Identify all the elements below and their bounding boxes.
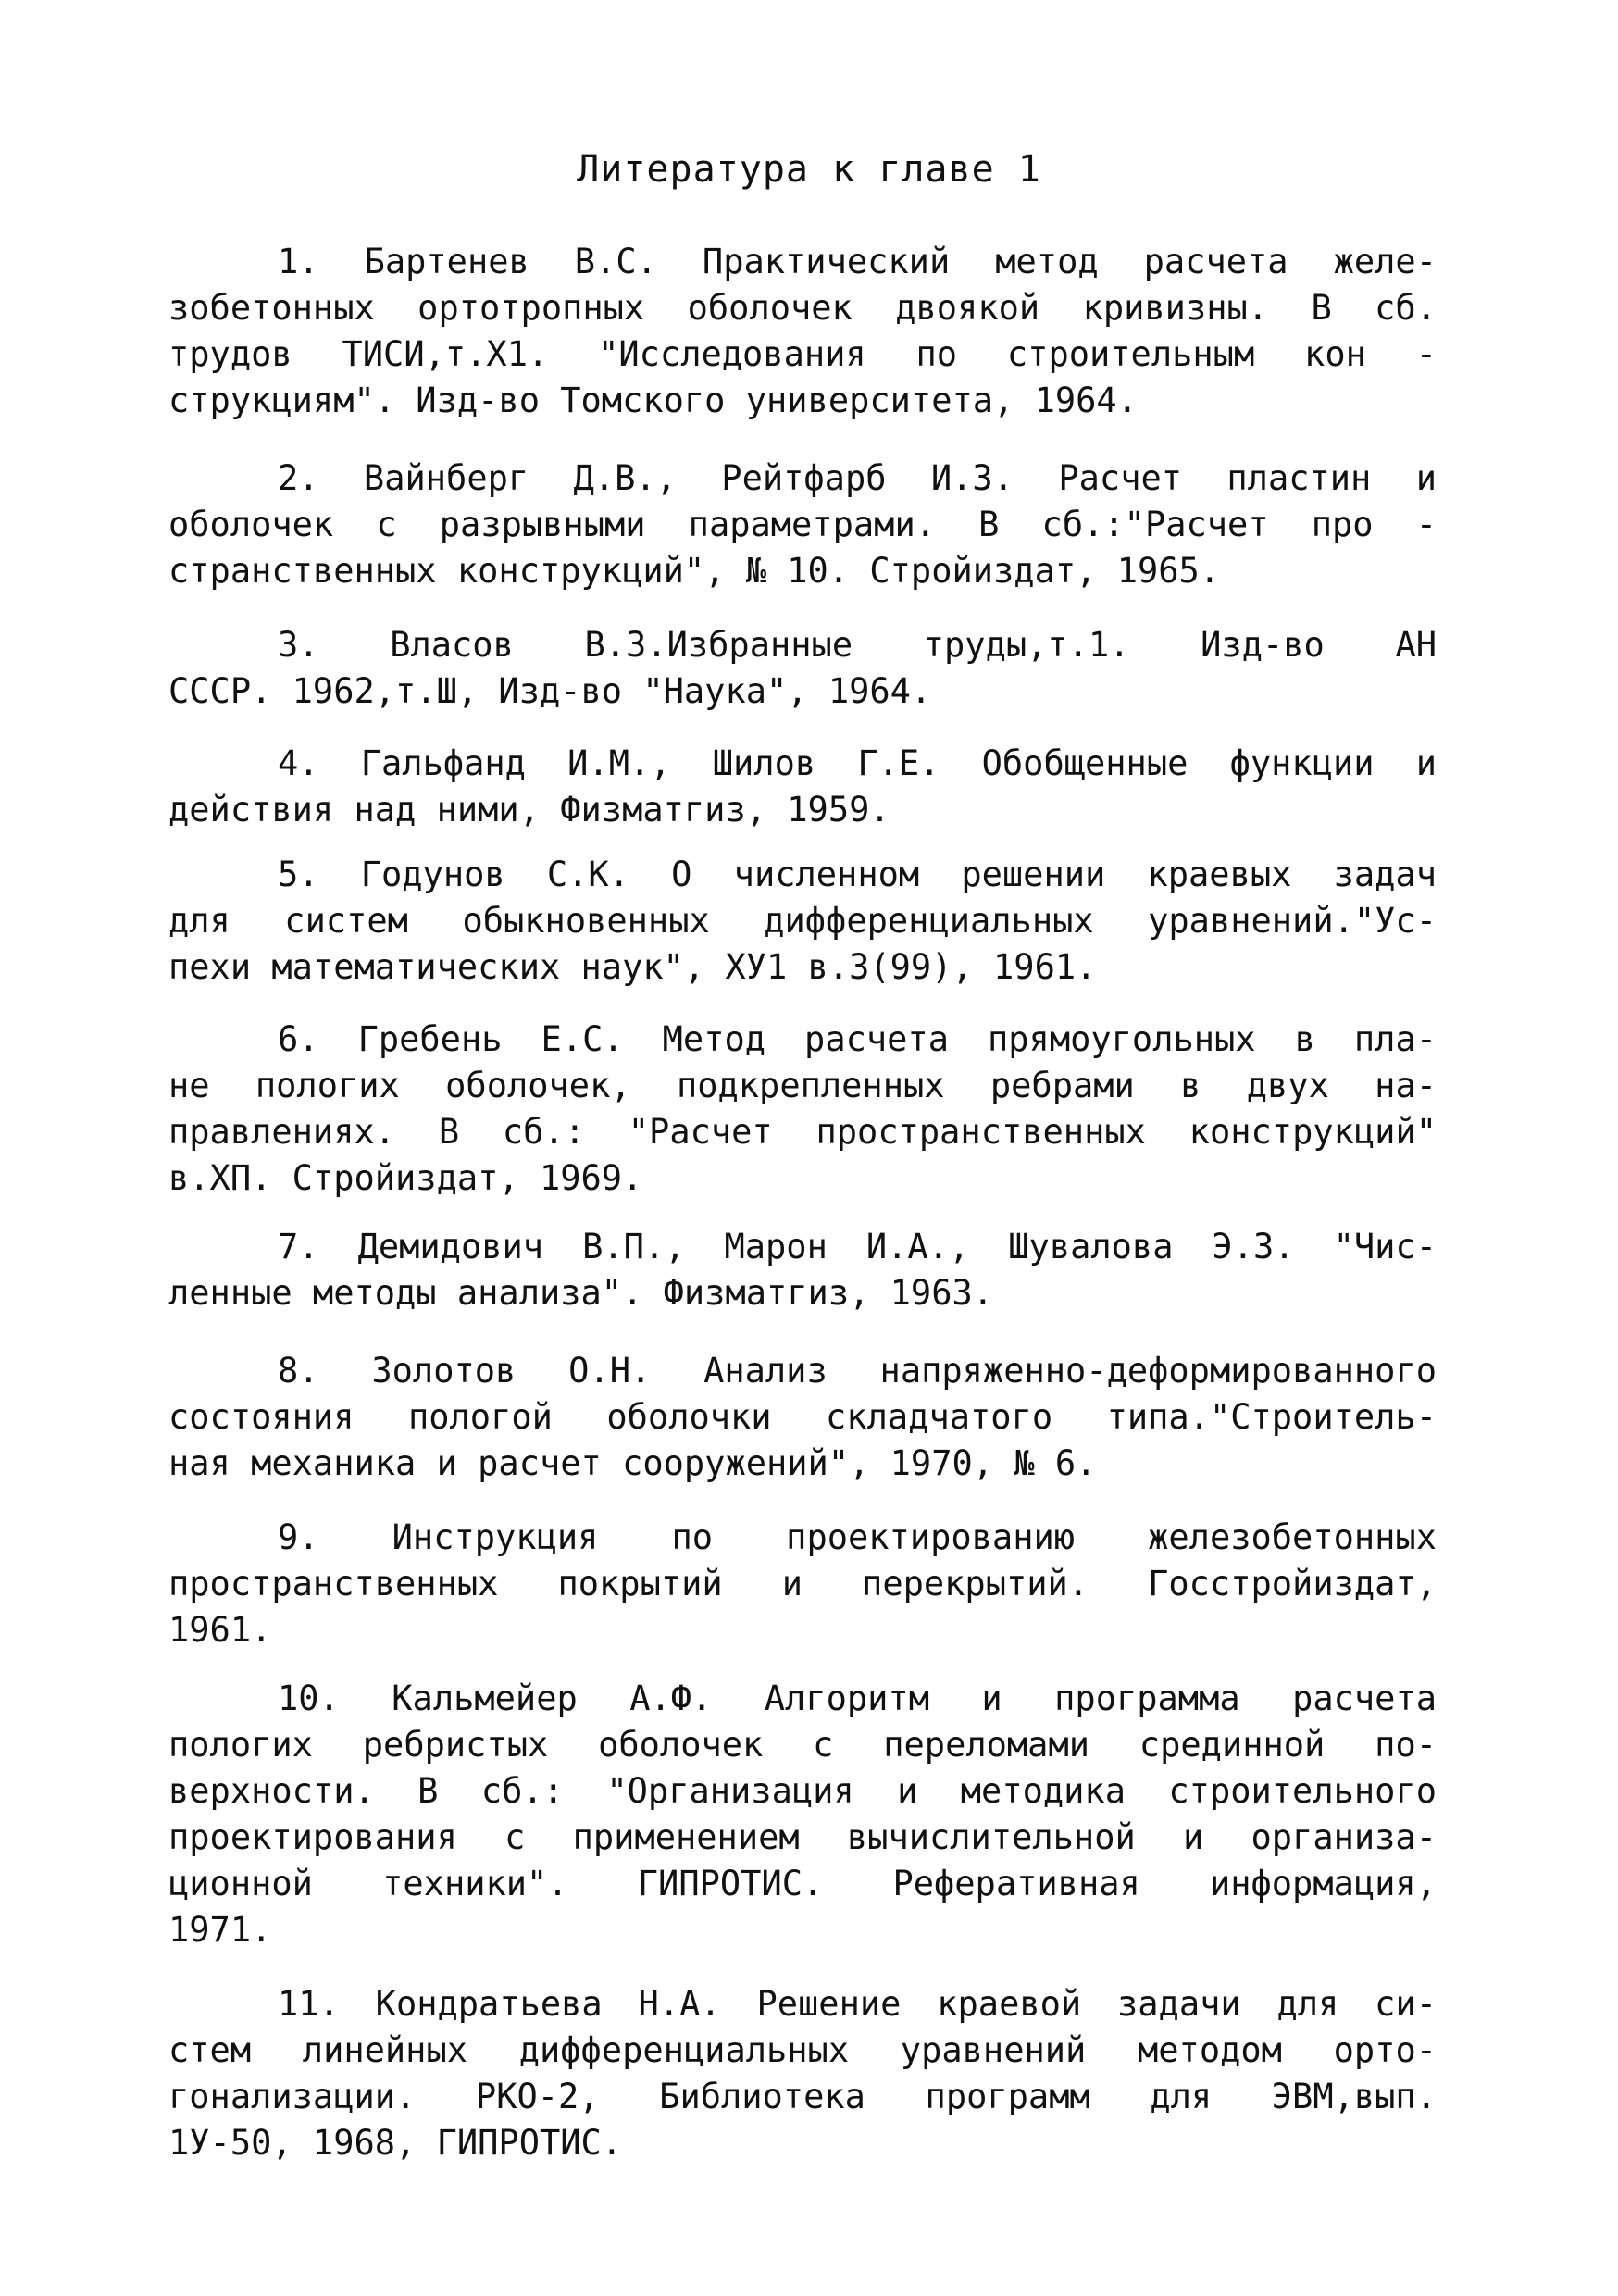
reference-line: 8. Золотов О.Н. Анализ напряженно-деформированного xyxy=(278,1351,1437,1391)
reference-entry-9 xyxy=(168,1515,1437,1653)
reference-line: гонализации. РКО-2, Библиотека программ для ЭВМ,вып. xyxy=(168,2077,1437,2116)
reference-line: проектирования с применением вычислительной и организа- xyxy=(168,1817,1437,1857)
reference-line: 9. Инструкция по проектированию железобетонных xyxy=(278,1517,1437,1557)
reference-line: верхности. В сб.: "Организация и методика строительного xyxy=(168,1771,1437,1811)
reference-entry-10 xyxy=(168,1676,1437,1953)
reference-entry-5 xyxy=(168,852,1437,991)
reference-line: 1. Бартенев В.С. Практический метод расчета желе- xyxy=(278,242,1437,281)
reference-line: трудов ТИСИ,т.Х1. "Исследования по строительным кон - xyxy=(168,334,1437,374)
reference-entry-3 xyxy=(168,622,1437,715)
reference-line: оболочек с разрывными параметрами. В сб.:"Расчет про - xyxy=(168,505,1437,544)
reference-line: ная механика и расчет сооружений", 1970, № 6. xyxy=(168,1443,1097,1483)
reference-line: для систем обыкновенных дифференциальных уравнений."Ус- xyxy=(168,901,1437,941)
reference-line: стем линейных дифференциальных уравнений методом орто- xyxy=(168,2030,1437,2070)
reference-line: ленные методы анализа". Физматгиз, 1963. xyxy=(168,1273,994,1313)
reference-entry-7 xyxy=(168,1224,1437,1316)
reference-line: 3. Власов В.З.Избранные труды,т.1. Изд-во АН xyxy=(278,625,1437,665)
reference-entry-4 xyxy=(168,741,1437,833)
page-title: Литература к главе 1 xyxy=(577,148,1041,191)
reference-line: в.ХП. Стройиздат, 1969. xyxy=(168,1158,643,1198)
reference-entry-8 xyxy=(168,1348,1437,1487)
reference-line: 1У-50, 1968, ГИПРОТИС. xyxy=(168,2123,623,2163)
reference-line: ционной техники". ГИПРОТИС. Реферативная информация, xyxy=(168,1864,1437,1903)
reference-line: СССР. 1962,т.Ш, Изд-во "Наука", 1964. xyxy=(168,671,932,711)
reference-entry-2 xyxy=(168,455,1437,594)
reference-line: странственных конструкций", № 10. Стройиздат, 1965. xyxy=(168,551,1221,591)
reference-line: зобетонных ортотропных оболочек двоякой кривизны. В сб. xyxy=(168,288,1437,328)
reference-entry-11 xyxy=(168,1981,1437,2166)
reference-line: 10. Кальмейер А.Ф. Алгоритм и программа расчета xyxy=(278,1678,1437,1718)
reference-line: струкциям". Изд-во Томского университета, 1964. xyxy=(168,381,1138,420)
reference-line: 2. Вайнберг Д.В., Рейтфарб И.З. Расчет пластин и xyxy=(278,458,1437,498)
reference-line: действия над ними, Физматгиз, 1959. xyxy=(168,790,890,830)
reference-line: пехи математических наук", ХУ1 в.3(99), 1961. xyxy=(168,947,1097,987)
reference-line: правлениях. В сб.: "Расчет пространственных конструкций" xyxy=(168,1112,1437,1152)
reference-line: пологих ребристых оболочек с переломами срединной по- xyxy=(168,1725,1437,1765)
reference-line: 1971. xyxy=(168,1910,272,1950)
reference-line: 1961. xyxy=(168,1610,272,1650)
reference-line: 4. Гальфанд И.М., Шилов Г.Е. Обобщенные функции и xyxy=(278,743,1437,783)
reference-entry-6 xyxy=(168,1017,1437,1202)
reference-line: состояния пологой оболочки складчатого типа."Строитель- xyxy=(168,1397,1437,1437)
reference-line: пространственных покрытий и перекрытий. Госстройиздат, xyxy=(168,1564,1437,1603)
reference-line: 5. Годунов С.К. О численном решении краевых задач xyxy=(278,855,1437,894)
reference-line: 11. Кондратьева Н.А. Решение краевой задачи для си- xyxy=(278,1984,1437,2024)
reference-line: 6. Гребень Е.С. Метод расчета прямоугольных в пла- xyxy=(278,1019,1437,1059)
reference-line: 7. Демидович В.П., Марон И.А., Шувалова Э.З. "Чис- xyxy=(278,1227,1437,1267)
reference-line: не пологих оболочек, подкрепленных ребрами в двух на- xyxy=(168,1066,1437,1105)
reference-entry-1 xyxy=(168,239,1437,424)
